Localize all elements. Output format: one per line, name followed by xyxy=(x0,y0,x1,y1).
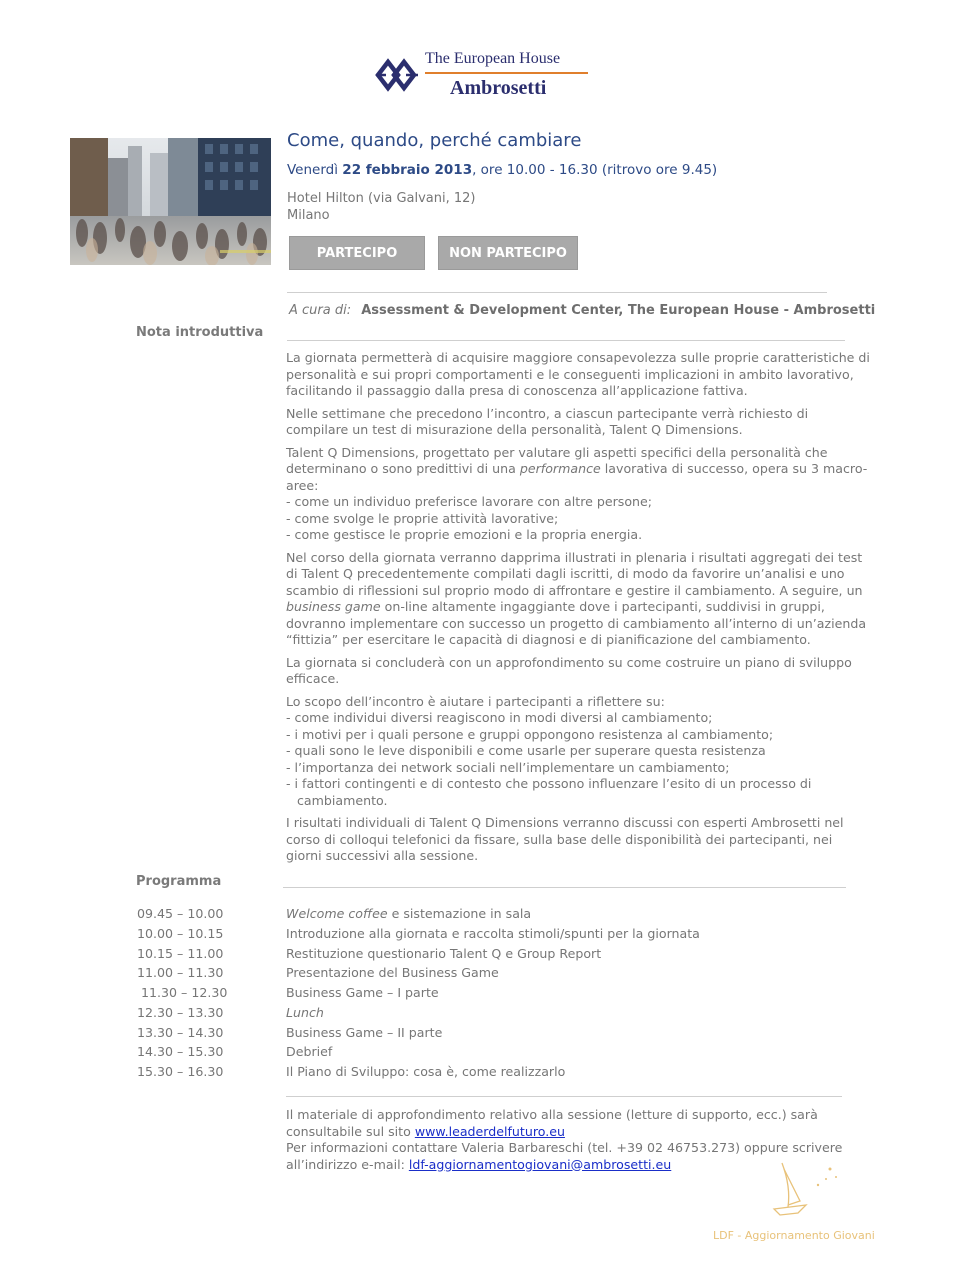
list-item: - come svolge le proprie attività lavorative; xyxy=(286,510,559,526)
event-venue xyxy=(287,190,476,224)
program-desc: Il Piano di Sviluppo: cosa è, come realizzarlo xyxy=(286,1064,566,1079)
section-label-program: Programma xyxy=(136,874,222,889)
logo-divider xyxy=(425,72,588,74)
program-desc: Introduzione alla giornata e raccolta stimoli/spunti per la giornata xyxy=(286,925,700,941)
venue-city: Milano xyxy=(287,208,330,223)
divider xyxy=(286,1096,842,1097)
program-time: 11.00 – 11.30 xyxy=(137,965,224,981)
program-row xyxy=(137,906,837,926)
list-item-continuation: cambiamento. xyxy=(297,792,388,808)
list-item: - come un individuo preferisce lavorare con altre persone; xyxy=(286,494,653,509)
event-date: 22 febbraio 2013 xyxy=(342,162,473,178)
program-desc: Debrief xyxy=(286,1044,333,1060)
intro-paragraph: La giornata permetterà di acquisire maggiore consapevolezza sulle proprie caratteristiche di personalità e sui propri comportamenti e le conseguenti implicazioni in ambito lavorativo, facilitando il passaggio dalla presa di conoscenza all’applicazione fattiva. xyxy=(286,350,870,398)
not-participate-button[interactable]: NON PARTECIPO xyxy=(438,236,578,270)
event-time: , ore 10.00 - 16.30 (ritrovo ore 9.45) xyxy=(472,162,718,178)
program-desc: Lunch xyxy=(286,1004,324,1020)
intro-paragraph: Talent Q Dimensions, progettato per valutare gli aspetti specifici della personalità che determinano o sono predittivi di una performance lavorativa di successo, opera su 3 macro-aree: - come un individuo preferisce lavorare con altre persone; - come svolge le proprie attività lavorative; - come gestisce le proprie emozioni e la propria energia. xyxy=(286,444,868,542)
event-photo xyxy=(70,138,271,265)
program-row xyxy=(137,926,837,946)
list-item: - i fattori contingenti e di contesto che possono influenzare l’esito di un processo di xyxy=(286,776,812,791)
intro-paragraph: Nelle settimane che precedono l’incontro, a ciascun partecipante verrà richiesto di compilare un test di misurazione della personalità, Talent Q Dimensions. xyxy=(286,405,809,437)
program-desc: Restituzione questionario Talent Q e Group Report xyxy=(286,945,602,961)
program-row xyxy=(137,1025,837,1045)
ambrosetti-logo-icon xyxy=(372,54,422,96)
divider xyxy=(287,292,827,293)
footer-text: Per informazioni contattare Valeria Barbareschi (tel. +39 02 46753.273) oppure scrivere all’indirizzo e-mail: xyxy=(286,1140,843,1172)
curator-line xyxy=(289,303,875,318)
divider xyxy=(283,887,846,888)
program-desc: Presentazione del Business Game xyxy=(286,965,499,981)
program-time: 11.30 – 12.30 xyxy=(137,985,228,1000)
intro-paragraph: I risultati individuali di Talent Q Dimensions verranno discussi con esperti Ambrosetti nel corso di colloqui telefonici da fissare, sulla base delle disponibilità dei partecipanti, nei giorni successivi alla sessione. xyxy=(286,815,844,863)
intro-text xyxy=(286,350,871,871)
program-row xyxy=(137,1044,837,1064)
program-time: 14.30 – 15.30 xyxy=(137,1044,224,1060)
logo-wordmark-bottom: Ambrosetti xyxy=(450,77,547,99)
date-prefix: Venerdì xyxy=(287,162,338,178)
program-time: 09.45 – 10.00 xyxy=(137,906,224,921)
ldf-badge-label: LDF - Aggiornamento Giovani xyxy=(713,1229,875,1242)
program-row xyxy=(137,1064,837,1084)
curator-value: Assessment & Development Center, The European House - Ambrosetti xyxy=(361,303,876,318)
list-item: - quali sono le leve disponibili e come usarle per superare questa resistenza xyxy=(286,743,766,758)
program-time: 12.30 – 13.30 xyxy=(137,1004,224,1020)
program-table xyxy=(137,906,837,1084)
program-row xyxy=(137,965,837,985)
sailboat-icon xyxy=(760,1155,840,1225)
intro-paragraph: Nel corso della giornata verranno dapprima illustrati in plenaria i risultati aggregati dei test di Talent Q precedentemente compilati dagli iscritti, di modo da favorire un’analisi e uno scambio di riflessioni sul proprio modo di affrontare e gestire il cambiamento. A seguire, un business game on-line altamente ingaggiante dove i partecipanti, suddivisi in gruppi, dovranno implementare con successo un progetto di cambiamento all’interno di un’azienda “fittizia” per esercitare le capacità di diagnosi e di pianificazione del cambiamento. xyxy=(286,549,867,647)
footer-text: Il materiale di approfondimento relativo alla sessione (letture di supporto, ecc.) sarà consultabile sul sito xyxy=(286,1107,818,1139)
event-title: Come, quando, perché cambiare xyxy=(287,130,582,151)
intro-paragraph: La giornata si concluderà con un approfondimento su come costruire un piano di sviluppo efficace. xyxy=(286,654,852,686)
list-item: - come gestisce le proprie emozioni e la propria energia. xyxy=(286,527,643,542)
intro-paragraph: Lo scopo dell’incontro è aiutare i partecipanti a riflettere su: - come individui diversi reagiscono in modi diversi al cambiamento; - i motivi per i quali persone e gruppi oppongono resistenza al cambiamento; - quali sono le leve disponibili e come usarle per superare questa resistenza - l’importanza dei network sociali nell’implementare un cambiamento; - i fattori contingenti e di contesto che possono influenzare l’esito di un processo di cambiamento. xyxy=(286,693,812,808)
section-label-intro: Nota introduttiva xyxy=(136,325,264,340)
list-item: - come individui diversi reagiscono in modi diversi al cambiamento; xyxy=(286,710,713,725)
program-row xyxy=(137,946,837,966)
program-time: 10.00 – 10.15 xyxy=(137,925,224,941)
list-item: - l’importanza dei network sociali nell’implementare un cambiamento; xyxy=(286,759,730,775)
participate-button[interactable]: PARTECIPO xyxy=(289,236,425,270)
site-link[interactable]: www.leaderdelfuturo.eu xyxy=(414,1123,565,1139)
program-time: 10.15 – 11.00 xyxy=(137,945,224,961)
program-desc: Welcome coffee e sistemazione in sala xyxy=(286,906,532,921)
program-row xyxy=(137,1005,837,1025)
program-time: 15.30 – 16.30 xyxy=(137,1064,224,1079)
divider xyxy=(287,340,845,341)
logo-wordmark-top: The European House xyxy=(425,50,561,67)
program-row xyxy=(137,985,837,1005)
program-desc: Business Game – II parte xyxy=(286,1024,443,1040)
curator-label: A cura di: xyxy=(289,303,352,318)
list-item: - i motivi per i quali persone e gruppi oppongono resistenza al cambiamento; xyxy=(286,726,774,742)
venue-address: Hotel Hilton (via Galvani, 12) xyxy=(287,191,476,206)
email-link[interactable]: ldf-aggiornamentogiovani@ambrosetti.eu xyxy=(408,1156,672,1172)
event-date-line xyxy=(287,162,717,178)
program-desc: Business Game – I parte xyxy=(286,985,439,1000)
program-time: 13.30 – 14.30 xyxy=(137,1024,224,1040)
